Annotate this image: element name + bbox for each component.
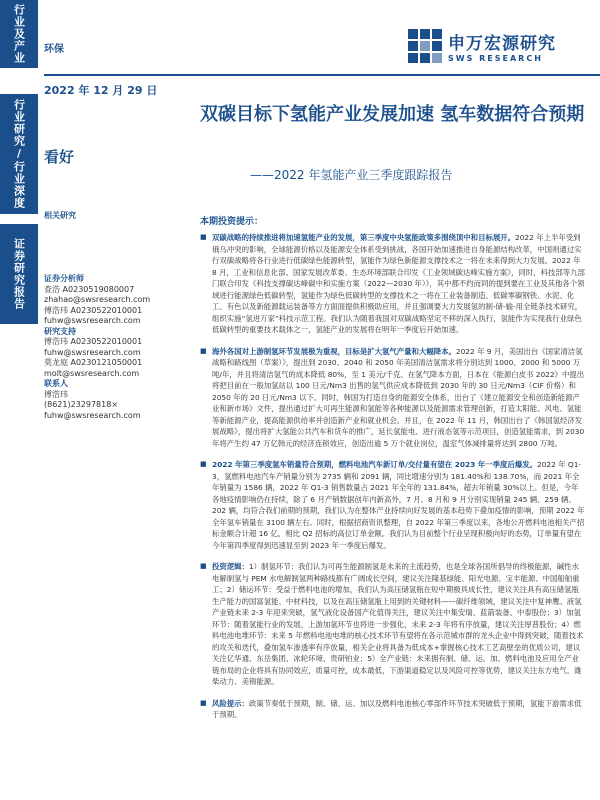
report-subtitle: ——2022 年氢能产业三季度跟踪报告	[250, 168, 453, 182]
contact-line: (8621)23297818×	[44, 400, 119, 409]
logo-mark-icon	[408, 29, 442, 63]
paragraph-body: 1）制氢环节：我们认为可再生能源制氢是未来的主流趋势，也是全球各国所倡导的终极能源，碱性水电解制氢与 PEM 水电解制氢两种路线都有广阔成长空间，建议关注隆基绿能、阳光电源、宝丰能源、中国船舶重工；2）储运环节：受益于燃料电池的增加，我们认为高压储氢瓶在短中期极具成长性，建议关注具有高压储氢瓶生产能力的国富氢能、中材科技，以及在高压储氢瓶上用到的关键材料——碳纤维领域，建议关注中复神鹰。液氢产业链未来 2-3 年迎来突破，氢气液化设备国产化值得关注，建议关注中集安瑞、蓝箭装备、中泰股份；3）加氢环节：随着氢能行业的发展，上游加氢环节也将进一步强化，未来 2-3 年将有序放量，建议关注厚普股份；4）燃料电池电堆环节：未来 5 年燃料电池电堆的核心技术环节有望将在各示范城市群的龙头企业中得到突破，随着技术的攻关和迭代，叠加氢车渗透率有序放量，相关企业将具备为低成本+掌握核心技术工艺高壁垒的优质公司，建议关注亿华通、东岳集团、冰轮环境、贵研铂业；5）全产业链：未来拥有制、储、运、加、燃料电池及应用全产业链布局的企业将具有协同效应，质量可控，成本最低，下游渠道稳定以及风险可控等优势，建议关注东方电气、潍柴动力、美锦能源。	[212, 562, 584, 686]
contact-line: fuhw@swsresearch.com	[44, 410, 141, 420]
assist-line: molt@swsresearch.com	[44, 368, 140, 378]
sidebar-tab-securities-report: 证券研究报告	[0, 224, 38, 324]
analyst-line: 查浩 A0230519080007	[44, 284, 135, 294]
header-divider	[44, 74, 600, 76]
contact-heading: 联系人	[44, 379, 68, 388]
summary-paragraph	[200, 698, 585, 721]
summary-paragraph	[200, 346, 585, 450]
analyst-line: fuhw@swsresearch.com	[44, 316, 141, 325]
paragraph-body: 2022 年上半年受到俄乌冲突的影响，全球能源价格以及能源安全体系受到挑战，各国开始加速推进自身能源结构改革，中国则通过实行双碳战略将各行业进行低碳绿色能源转型，氢能作为绿色新能源支撑技术之一将在未来得到大力发展。2022 年 8 月，工业和信息化部、国家发展改革委、生态环境部联合印发《工业领域碳达峰实施方案》，同时，科技部等九部门联合印发《科技支撑碳达峰碳中和实施方案（2022—2030 年）》，其中都不约而同的提到要在工业及其他各个领域进行能源绿色低碳转型，氢能作为绿色低碳转型的支撑技术之一将在工业装备制造、低碳零碳钢铁、水泥、化工、有色以及新能源载运装备等方方面面提供积极助应用，并且强调要大力发展氢的制-储-输-用全链条技术研究，组织实施“氢进万家”科技示范工程。我们认为随着我国对双碳战略坚定不移的深入执行，氢能作为实现我行业绿色低碳转型的重要技术载体之一，氢能产业的发展将在明年一季度后开始加速。	[212, 233, 585, 334]
summary-paragraph	[200, 459, 585, 551]
analyst-heading: 证券分析师	[44, 274, 84, 283]
summary-paragraph	[200, 561, 585, 688]
summary-body	[200, 232, 585, 797]
logo-name-en: SWS RESEARCH	[448, 54, 543, 63]
report-date: 2022 年 12 月 29 日	[44, 84, 158, 97]
paragraph-lead: 海外各国对上游制氢环节发展极为重视，目标是扩大氢气产量和大幅降本。	[212, 346, 456, 356]
paragraph-lead: 投资逻辑：	[212, 562, 249, 571]
assist-line: 傅浩玮 A0230522010001	[44, 337, 143, 346]
assist-line: 莫龙庭 A0230121050001	[44, 358, 143, 367]
paragraph-body: 政策节奏低于预期，制、储、运、加以及燃料电池核心零部件环节技术突破低于预期，氢能下游需求低于预期。	[212, 698, 582, 719]
company-logo	[408, 26, 556, 66]
analyst-panel	[44, 274, 184, 421]
paragraph-lead: 2022 年第三季度氢车销量符合预期，燃料电池汽车新订单/交付量有望在 2023 年一季度后爆发。	[212, 460, 538, 469]
report-title: 双碳目标下氢能产业发展加速 氢车数据符合预期	[200, 104, 585, 125]
analyst-line: zhahao@swsresearch.com	[44, 295, 151, 304]
paragraph-body: 2022 年 9 月，美国出台《国家清洁氢战略和路线图（草案）》，提出到 2030、2040 和 2050 年美国清洁氢需求将分别达到 1000、2000 和 5000 万吨/年，并且将清洁氢气的成本降低 80%，至 1 美元/千克。在氢气降本方面，日本在《能源白皮书 2022》中提出将把目前在一般加氢站以 100 日元/Nm3 出售的氢气供应成本降低到 2030 年的 30 日元/Nm3（CIF 价格）和 2050 年的 20 日元/Nm3 以下。同时，韩国为打造自身的能源安全体系，出台了《建立能源安全和创造新能源产业和新市场》文件，提出通过扩大可再生能源和氢能等各种能源以及能源需求管理创新，打造太阳能、风电、氢能等新能源产业，提高能源供给率并创造新产业和就业机会。并且，在 2022 年 11 月，韩国出台了《韩国氢经济发展战略》，提出将扩大氢能公共汽车和货车的推广，延长氢能电、进行液态氢等示范项目，创造氢能需求，到 2030 年将产生约 47 万亿韩元的经济连锁效应，创造出逾 5 万个就业岗位，温室气体减排量将达到 2800 万吨。	[212, 346, 585, 448]
industry-label: 环保	[44, 44, 64, 55]
paragraph-body: 2022 年 Q1-3，氢燃料电池汽车产销量分别为 2735 辆和 2091 辆，同比增速分别为 181.40%和 138.70%，而 2021 年全年销量为 1586 辆，2022 年 Q1-3 销售数量占 2021 年全年的 131.84%，超去年销量 30%以上。但是，今年各地疫情影响仍在持续，除了 6 月产销数据创年内新高外，7 月、8 月和 9 月分别实现销量 245 辆、259 辆、202 辆，均符合我们前期的预期，我们认为在整体产业持续向好发展的基本趋势下叠加疫情的影响，预期 2022 年全年氢车销量在 3100 辆左右。同时，根据招商资讯整理，自 2022 年第三季度以来，各地公开燃料电池相关产招标金额合计超 16 亿，相比 Q2 招标的高位订单金额。我们认为目前整个行业呈现积极向好的态势，订单量有望在今年第四季度得到迅速显至到 2023 年一季度后爆发。	[212, 460, 585, 550]
summary-heading: 本期投资提示：	[200, 217, 264, 227]
logo-name-cn: 申万宏源研究	[448, 34, 556, 54]
related-research-label: 相关研究	[44, 211, 76, 220]
sidebar-tab-report-type: 行业研究/行业深度	[0, 94, 38, 214]
summary-paragraph	[200, 232, 585, 336]
contact-line: 傅浩玮	[44, 389, 68, 399]
analyst-line: 傅浩玮 A0230522010001	[44, 305, 143, 315]
rating-label: 看好	[44, 148, 75, 166]
paragraph-lead: 双碳战略的持续推进将加速氢能产业的发展，第三季度中央氢能政策多围绕顶中和目标展开。	[212, 233, 516, 242]
assist-line: fuhw@swsresearch.com	[44, 347, 141, 357]
assist-heading: 研究支持	[44, 326, 76, 336]
paragraph-lead: 风险提示：	[212, 698, 249, 708]
left-sidebar	[0, 0, 38, 800]
sidebar-tab-industry: 行业及产业	[0, 0, 38, 68]
